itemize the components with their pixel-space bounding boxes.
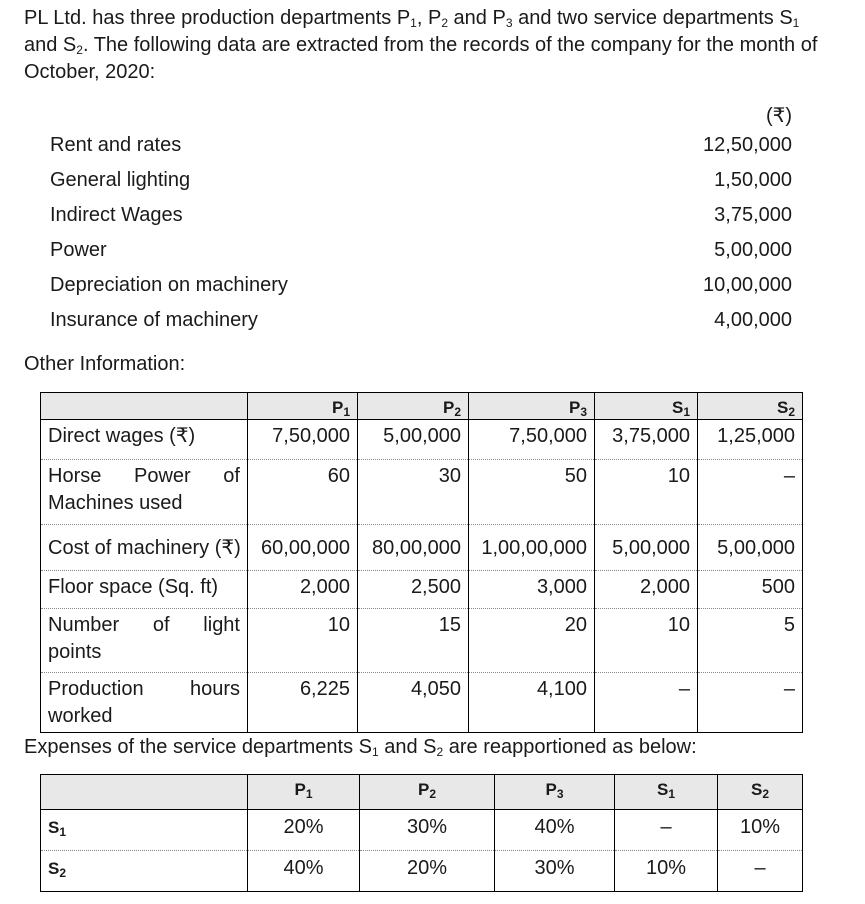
table-cell: 4,100	[469, 673, 595, 733]
table-cell: –	[718, 851, 803, 892]
table-cell: 5,00,000	[595, 525, 698, 571]
table-cell: 7,50,000	[248, 420, 358, 460]
table-cell: –	[698, 673, 803, 733]
expense-row	[50, 303, 792, 338]
col-header-p1: $P_1$	[248, 393, 358, 420]
table-row	[41, 851, 803, 892]
row-label: Production hours worked	[41, 673, 248, 733]
table-cell: 30	[358, 460, 469, 525]
intro-text-6: . The following data are extracted from the records of the company for the month of October, 2020:	[24, 34, 818, 83]
table-row	[41, 525, 803, 571]
expense-label: Indirect Wages	[50, 204, 183, 226]
expense-label: Rent and rates	[50, 134, 182, 156]
expense-row	[50, 128, 792, 163]
table-cell: 5,00,000	[358, 420, 469, 460]
table-cell: 20%	[360, 851, 495, 892]
expense-row	[50, 268, 792, 303]
expense-label: Insurance of machinery	[50, 309, 258, 331]
reapportion-heading	[24, 736, 697, 759]
row-label: Number of light points	[41, 609, 248, 673]
table-cell: 10	[595, 609, 698, 673]
table-cell: 10%	[615, 851, 718, 892]
table-cell: –	[698, 460, 803, 525]
table-cell: 7,50,000	[469, 420, 595, 460]
table-cell: 10	[595, 460, 698, 525]
expense-amount: 3,75,000	[714, 204, 792, 226]
col-header-p2: $P_2$	[360, 775, 495, 810]
row-label: Horse Power of Machines used	[41, 460, 248, 525]
table-cell: 20%	[248, 810, 360, 851]
currency-header: (₹)	[765, 105, 792, 127]
intro-text-4: and two service departments S	[512, 7, 793, 29]
intro-text-1: PL Ltd. has three production departments P	[24, 7, 411, 29]
department-info-table	[40, 392, 803, 733]
expense-row	[50, 198, 792, 233]
table-cell: 1,00,00,000	[469, 525, 595, 571]
expense-row	[50, 163, 792, 198]
intro-sub-p1: 1	[410, 16, 417, 30]
intro-sub-p2: 2	[441, 16, 448, 30]
expense-amount: 10,00,000	[703, 274, 792, 296]
reapportion-text-1: Expenses of the service departments S	[24, 736, 372, 758]
table-row	[41, 810, 803, 851]
table-cell: 60,00,000	[248, 525, 358, 571]
col-header-s1: $S_1$	[615, 775, 718, 810]
table-header-row	[41, 393, 803, 420]
reapportion-text-3: are reapportioned as below:	[443, 736, 697, 758]
table-cell: 2,000	[595, 571, 698, 609]
row-label: $S_2$	[41, 851, 248, 892]
table-cell: 40%	[248, 851, 360, 892]
expense-amount: 4,00,000	[714, 309, 792, 331]
intro-text-2: , P	[416, 7, 442, 29]
table-cell: –	[595, 673, 698, 733]
intro-text-5: and S	[24, 34, 77, 56]
reapportion-sub-2: 2	[436, 745, 444, 759]
reapportion-sub-1: 1	[371, 745, 379, 759]
table-row	[41, 420, 803, 460]
col-header-s2: $S_2$	[698, 393, 803, 420]
table-cell: 10%	[718, 810, 803, 851]
table-cell: 3,000	[469, 571, 595, 609]
col-header-s1: $S_1$	[595, 393, 698, 420]
reapportion-text-2: and S	[378, 736, 437, 758]
expense-amount: 1,50,000	[714, 169, 792, 191]
col-header-p1: $P_1$	[248, 775, 360, 810]
table-cell: 30%	[495, 851, 615, 892]
table-cell: 4,050	[358, 673, 469, 733]
table-row	[41, 460, 803, 525]
table-cell: 30%	[360, 810, 495, 851]
table-cell: 2,000	[248, 571, 358, 609]
expense-amount: 5,00,000	[714, 239, 792, 261]
col-header-s2: $S_2$	[718, 775, 803, 810]
col-header-p3: $P_3$	[469, 393, 595, 420]
row-label: Floor space (Sq. ft)	[41, 571, 248, 609]
table-cell: 60	[248, 460, 358, 525]
table-cell: 1,25,000	[698, 420, 803, 460]
intro-sub-p3: 3	[505, 16, 513, 30]
table-cell: 3,75,000	[595, 420, 698, 460]
table-cell: 5,00,000	[698, 525, 803, 571]
table-cell: 5	[698, 609, 803, 673]
row-label: Direct wages (₹)	[41, 420, 248, 460]
expense-label: Depreciation on machinery	[50, 274, 288, 296]
table-header-row	[41, 775, 803, 810]
intro-text-3: and P	[448, 7, 506, 29]
row-label: Cost of machinery (₹)	[41, 525, 248, 571]
table-cell: 15	[358, 609, 469, 673]
table-row	[41, 673, 803, 733]
table-cell: 20	[469, 609, 595, 673]
expense-amount: 12,50,000	[703, 134, 792, 156]
table-cell: 10	[248, 609, 358, 673]
row-label: $S_1$	[41, 810, 248, 851]
intro-paragraph	[24, 5, 824, 86]
table-row	[41, 609, 803, 673]
table-row	[41, 571, 803, 609]
table-cell: –	[615, 810, 718, 851]
table-cell: 40%	[495, 810, 615, 851]
expense-label: Power	[50, 239, 107, 261]
expense-label: General lighting	[50, 169, 191, 191]
reapportion-table	[40, 774, 803, 892]
intro-sub-s2: 2	[76, 43, 83, 57]
currency-header-row	[50, 98, 792, 128]
other-info-heading: Other Information:	[24, 353, 186, 375]
table-cell: 2,500	[358, 571, 469, 609]
col-header-p2: $P_2$	[358, 393, 469, 420]
intro-sub-s1: 1	[792, 16, 800, 30]
table-cell: 500	[698, 571, 803, 609]
table-cell: 6,225	[248, 673, 358, 733]
table-cell: 50	[469, 460, 595, 525]
col-header-p3: $P_3$	[495, 775, 615, 810]
expense-list	[50, 98, 792, 338]
expense-row	[50, 233, 792, 268]
table-cell: 80,00,000	[358, 525, 469, 571]
